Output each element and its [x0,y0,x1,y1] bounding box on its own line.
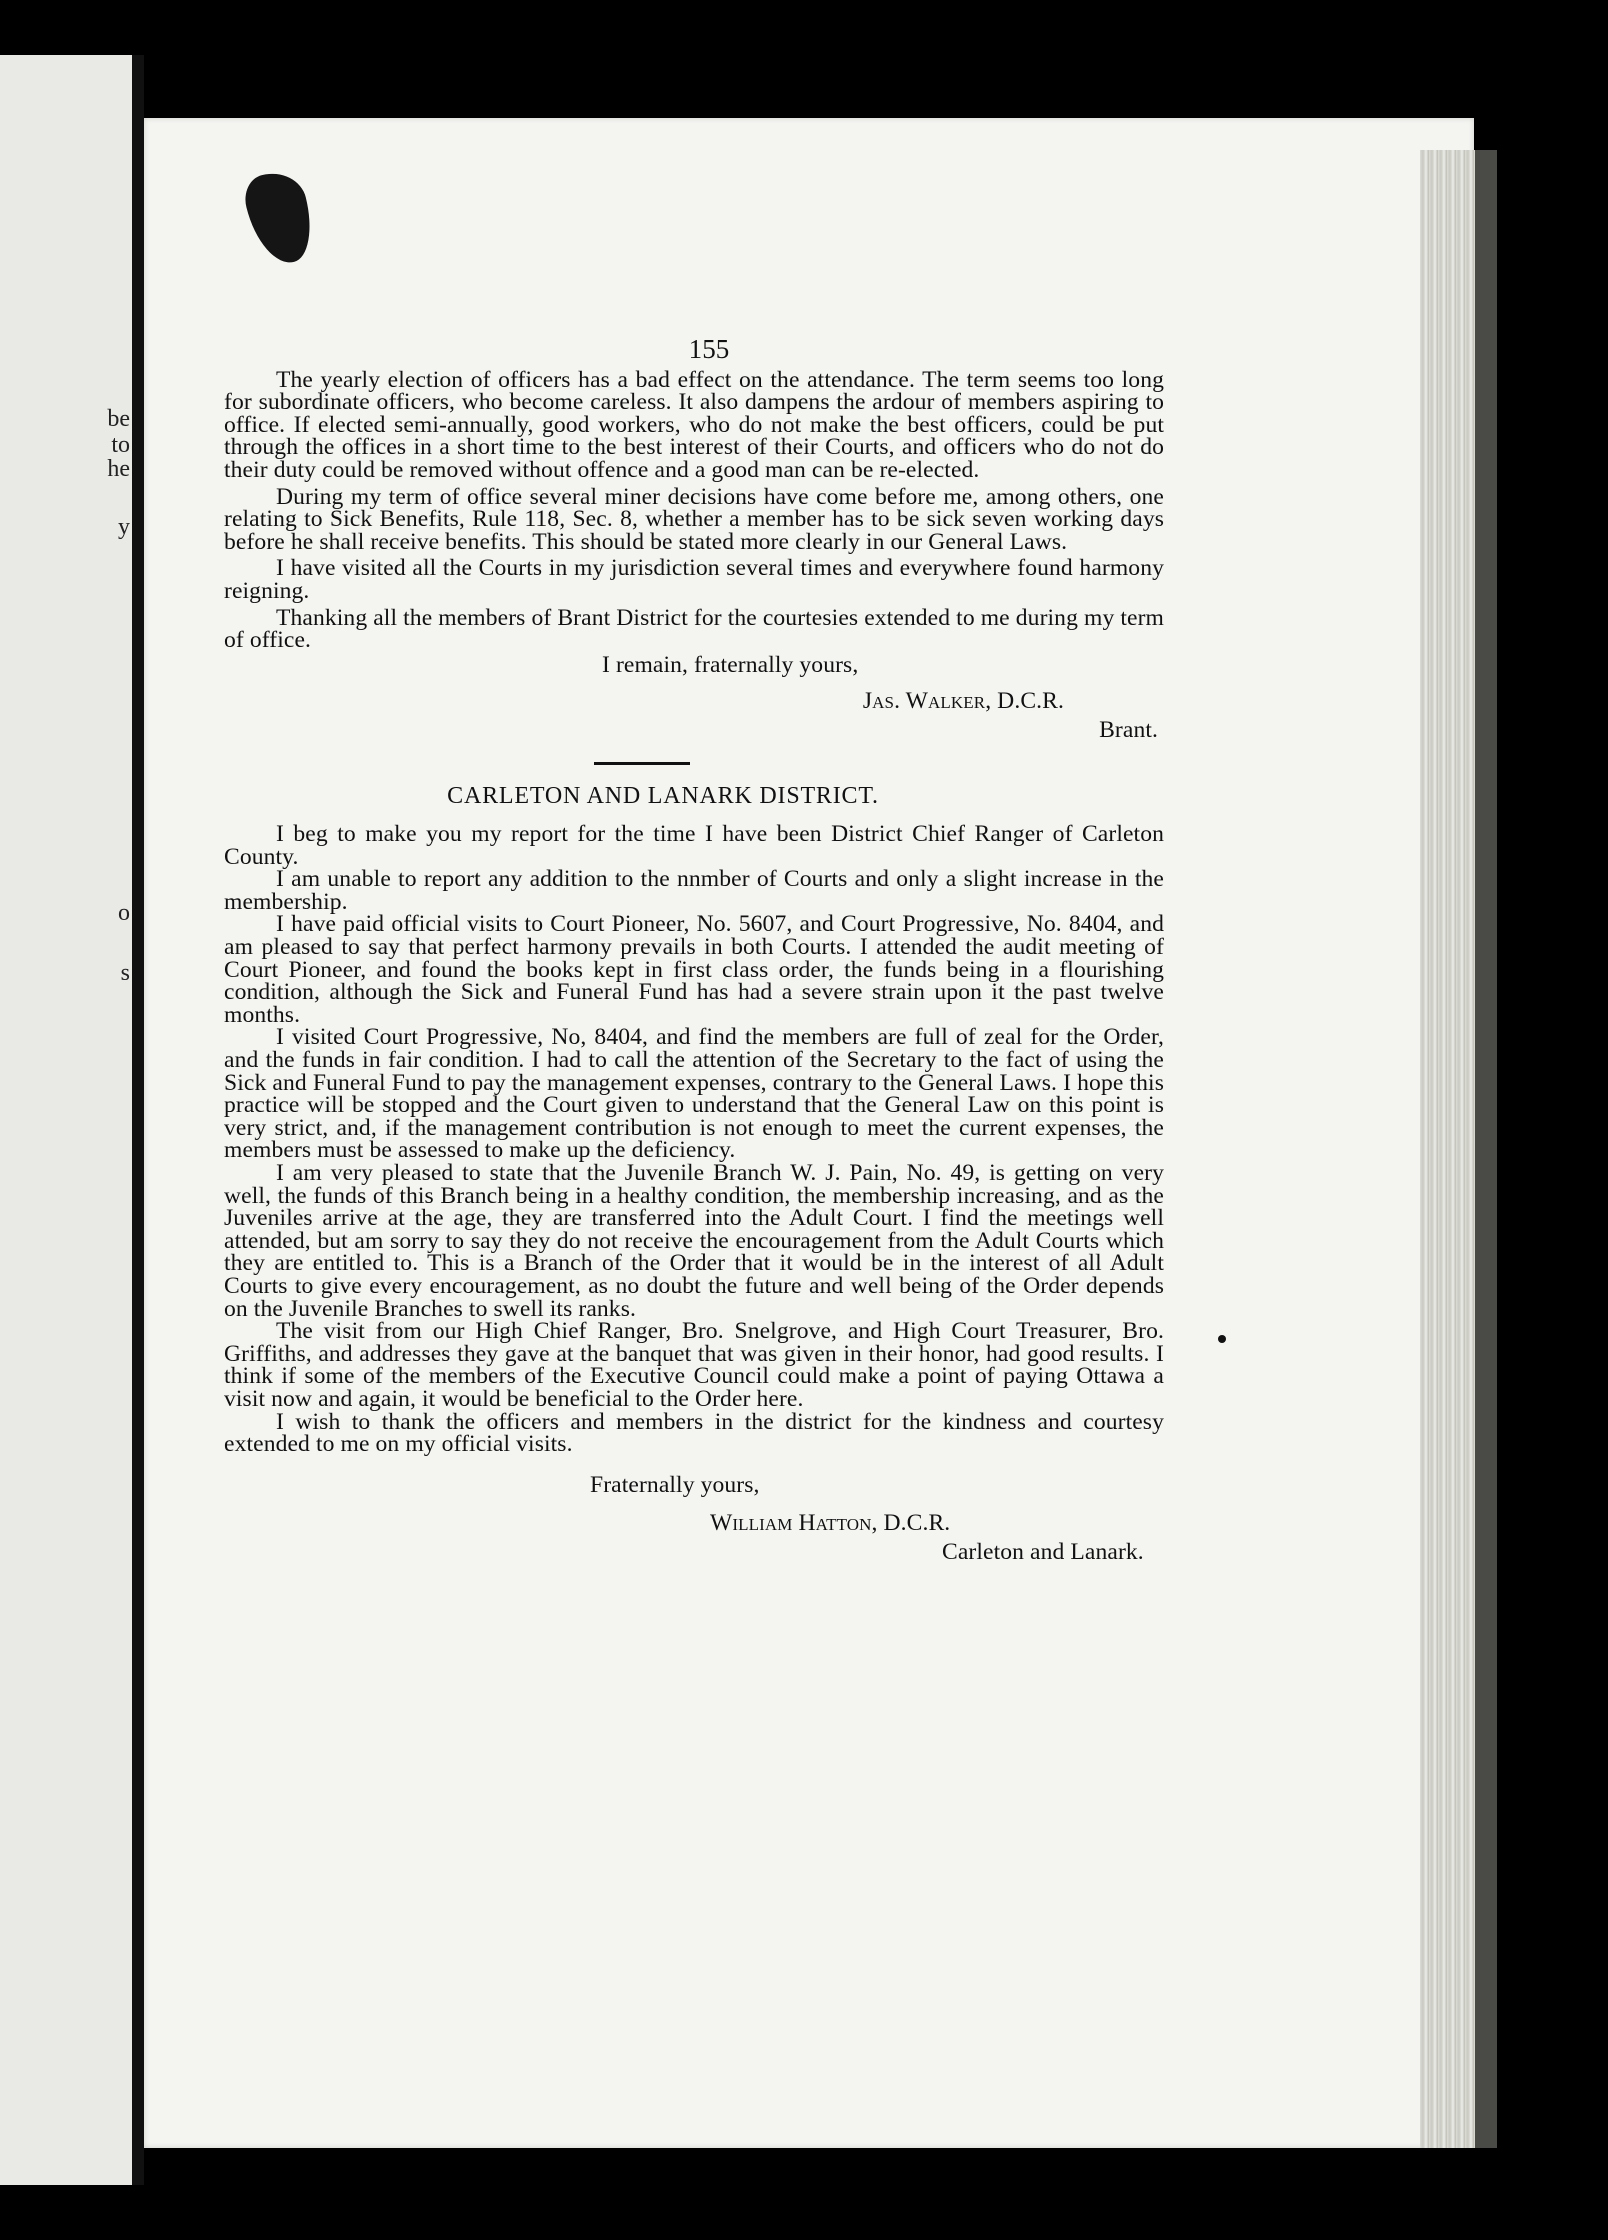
page-content [224,334,1164,1565]
paragraph: During my term of office several miner decisions have come before me, among others, one relating to Sick Benefits, Rule 118, Sec. 8, whether a member has to be sick seven working days before he shall receive benefits. This should be stated more clearly in our General Laws. [224,483,1164,555]
signature-district: Carleton and Lanark. [942,1538,1144,1565]
page-stack-shadow [1475,150,1497,2148]
closing-salutation: I remain, fraternally yours, [602,651,859,678]
paragraph: The yearly election of officers has a bad effect on the attendance. The term seems too long for subordinate officers, who become careless. It also dampens the ardour of members aspiring to office. If elected semi-annually, good workers, who do not make the best officers, could be put through the offices in a short time to the best interest of their Courts, and officers who do not do their duty could be removed without offence and a good man can be re-elected. [224,366,1164,483]
left-page-fragment: to [111,432,130,458]
paragraph: The visit from our High Chief Ranger, Bro. Snelgrove, and High Court Treasurer, Bro. Griffiths, and addresses they gave at the banquet that was given in their honor, had good results. I think if some of the members of the Executive Council could make a point of paying Ottawa a visit now and again, it would be beneficial to the Order here. [224,1318,1164,1412]
left-page-fragment: s [120,960,130,986]
left-page-fragment: o [118,900,130,926]
paragraph: I am unable to report any addition to the nnmber of Courts and only a slight increase in the membership. [224,866,1164,915]
left-page-fragment: y [118,514,130,540]
signature-name: Jas. Walker, D.C.R. [862,688,1064,715]
page-number: 155 [688,334,730,364]
left-page-fragment: be [107,406,130,432]
ink-speck [1218,1335,1226,1343]
brant-report [224,366,1164,743]
signature-name: William Hatton, D.C.R. [710,1510,951,1537]
section-divider [594,762,690,765]
carleton-lanark-report [224,782,1164,1565]
paragraph: I have visited all the Courts in my jurisdiction several times and everywhere found harmony reigning. [224,555,1164,604]
paragraph: I beg to make you my report for the time I have been District Chief Ranger of Carleton County. [224,821,1164,870]
paragraph: I visited Court Progressive, No, 8404, and find the members are full of zeal for the Order, and the funds in fair condition. I had to call the attention of the Secretary to the fact of using the Sick and Funeral Fund to pay the management expenses, contrary to the General Laws. I hope this practice will be stopped and the Court given to understand that the General Law on this point is very strict, and, if the management contribution is not enough to meet the current expenses, the members must be assessed to make up the deficiency. [224,1024,1164,1164]
paragraph: I have paid official visits to Court Pioneer, No. 5607, and Court Progressive, No. 8404, and am pleased to say that perfect harmony prevails in both Courts. I attended the audit meeting of Court Pioneer, and found the books kept in first class order, the funds being in a flourishing condition, although the Sick and Funeral Fund has had a severe strain upon it the past twelve months. [224,911,1164,1028]
section-title: CARLETON AND LANARK DISTRICT. [447,782,879,809]
book-gutter [132,55,144,2185]
paragraph: I am very pleased to state that the Juvenile Branch W. J. Pain, No. 49, is getting on very well, the funds of this Branch being in a healthy condition, the membership increasing, and as the Juveniles arrive at the age, they are transferred into the Adult Court. I find the meetings well attended, but am sorry to say they do not receive the encouragement from the Adult Courts which they are entitled to. This is a Branch of the Order that it would be in the interest of all Adult Courts to give every encouragement, as no doubt the future and well being of the Order depends on the Juvenile Branches to swell its ranks. [224,1160,1164,1322]
paragraph: I wish to thank the officers and members in the district for the kindness and courtesy extended to me on my official visits. [224,1408,1164,1458]
left-page-fragment: he [107,456,130,482]
adjacent-page-strip [0,55,132,2185]
paragraph: Thanking all the members of Brant District for the courtesies extended to me during my term of office. [224,604,1164,654]
closing-salutation: Fraternally yours, [590,1471,760,1498]
signature-district: Brant. [1099,716,1158,743]
page-stack-edge [1420,150,1475,2148]
